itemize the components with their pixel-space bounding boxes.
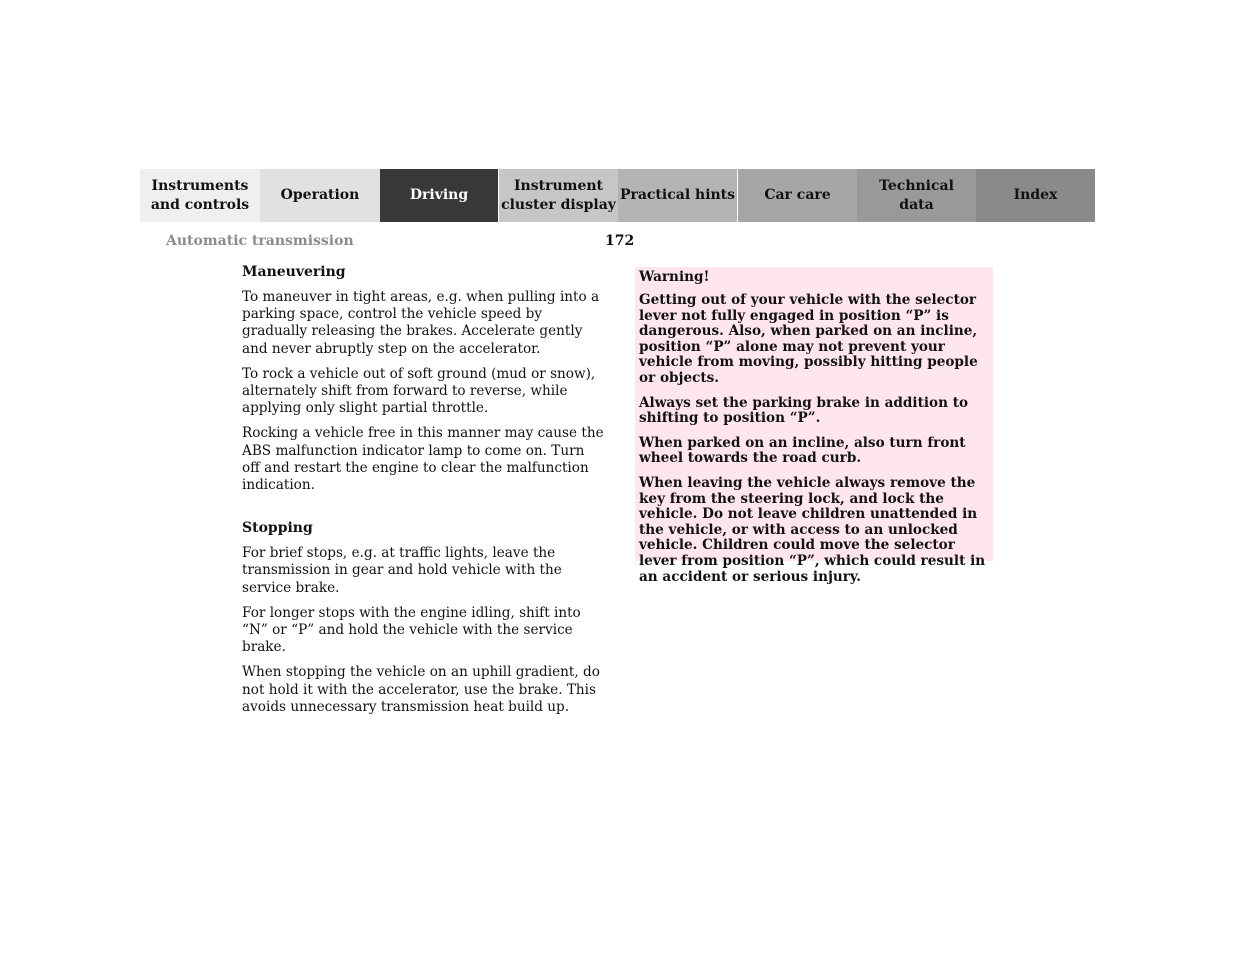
maneuvering-heading: Maneuvering bbox=[242, 264, 346, 280]
paragraph: To rock a vehicle out of soft ground (mud or snow), alternately shift from forward to reverse, while applying only slight partial throttle. bbox=[242, 365, 596, 417]
paragraph: For longer stops with the engine idling, shift into “N” or “P” and hold the vehicle with the service brake. bbox=[242, 604, 581, 656]
warning-paragraph: When parked on an incline, also turn front wheel towards the road curb. bbox=[639, 434, 966, 467]
tab-label: Instruments and controls bbox=[150, 177, 250, 213]
tab-label: Car care bbox=[764, 187, 831, 203]
warning-paragraph: When leaving the vehicle always remove the key from the steering lock, and lock the vehicle. Do not leave children unattended in the vehicle, or with access to an unlocked vehicle. Children could move the selector lever from position “P”, which could result in an accident or serious injury. bbox=[639, 474, 986, 585]
warning-paragraph: Getting out of your vehicle with the selector lever not fully engaged in position “P” is dangerous. Also, when parked on an incline, position “P” alone may not prevent your vehicle from moving, possibly hitting people or objects. bbox=[639, 292, 978, 386]
tab-label: Operation bbox=[280, 187, 360, 203]
tab-practical-hints[interactable] bbox=[618, 169, 737, 222]
spacer bbox=[242, 502, 604, 519]
warning-title: Warning! bbox=[639, 269, 710, 285]
tab-instruments-and-controls[interactable] bbox=[140, 169, 260, 222]
tab-label: Technical data bbox=[879, 177, 954, 213]
stopping-heading: Stopping bbox=[242, 520, 313, 537]
warning-box bbox=[635, 267, 993, 585]
tab-index[interactable] bbox=[976, 169, 1095, 222]
paragraph: When stopping the vehicle on an uphill gradient, do not hold it with the accelerator, use the brake. This avoids unnecessary transmission heat build up. bbox=[242, 664, 600, 715]
tab-label: Practical hints bbox=[619, 187, 736, 203]
tab-label: Index bbox=[1013, 187, 1058, 203]
section-title: Automatic transmission bbox=[166, 233, 354, 249]
paragraph: Rocking a vehicle free in this manner may cause the ABS malfunction indicator lamp to come on. Turn off and restart the engine to clear the malfunction indication. bbox=[242, 425, 604, 494]
paragraph: For brief stops, e.g. at traffic lights, leave the transmission in gear and hold vehicle with the service brake. bbox=[242, 545, 562, 596]
chapter-nav bbox=[140, 169, 1095, 222]
tab-operation[interactable] bbox=[260, 169, 380, 222]
tab-instrument-cluster-display[interactable] bbox=[498, 169, 618, 222]
warning-paragraph: Always set the parking brake in addition to shifting to position “P”. bbox=[639, 394, 969, 427]
tab-car-care[interactable] bbox=[737, 169, 857, 222]
tab-label: Instrument cluster display bbox=[501, 177, 616, 213]
tab-technical-data[interactable] bbox=[857, 169, 976, 222]
paragraph: To maneuver in tight areas, e.g. when pulling into a parking space, control the vehicle speed by gradually releasing the brakes. Accelerate gently and never abruptly step on the accelerator. bbox=[242, 289, 600, 357]
tab-driving[interactable] bbox=[380, 169, 498, 222]
tab-label: Driving bbox=[409, 187, 469, 203]
main-text-column bbox=[242, 263, 604, 724]
page-number: 172 bbox=[605, 233, 635, 249]
